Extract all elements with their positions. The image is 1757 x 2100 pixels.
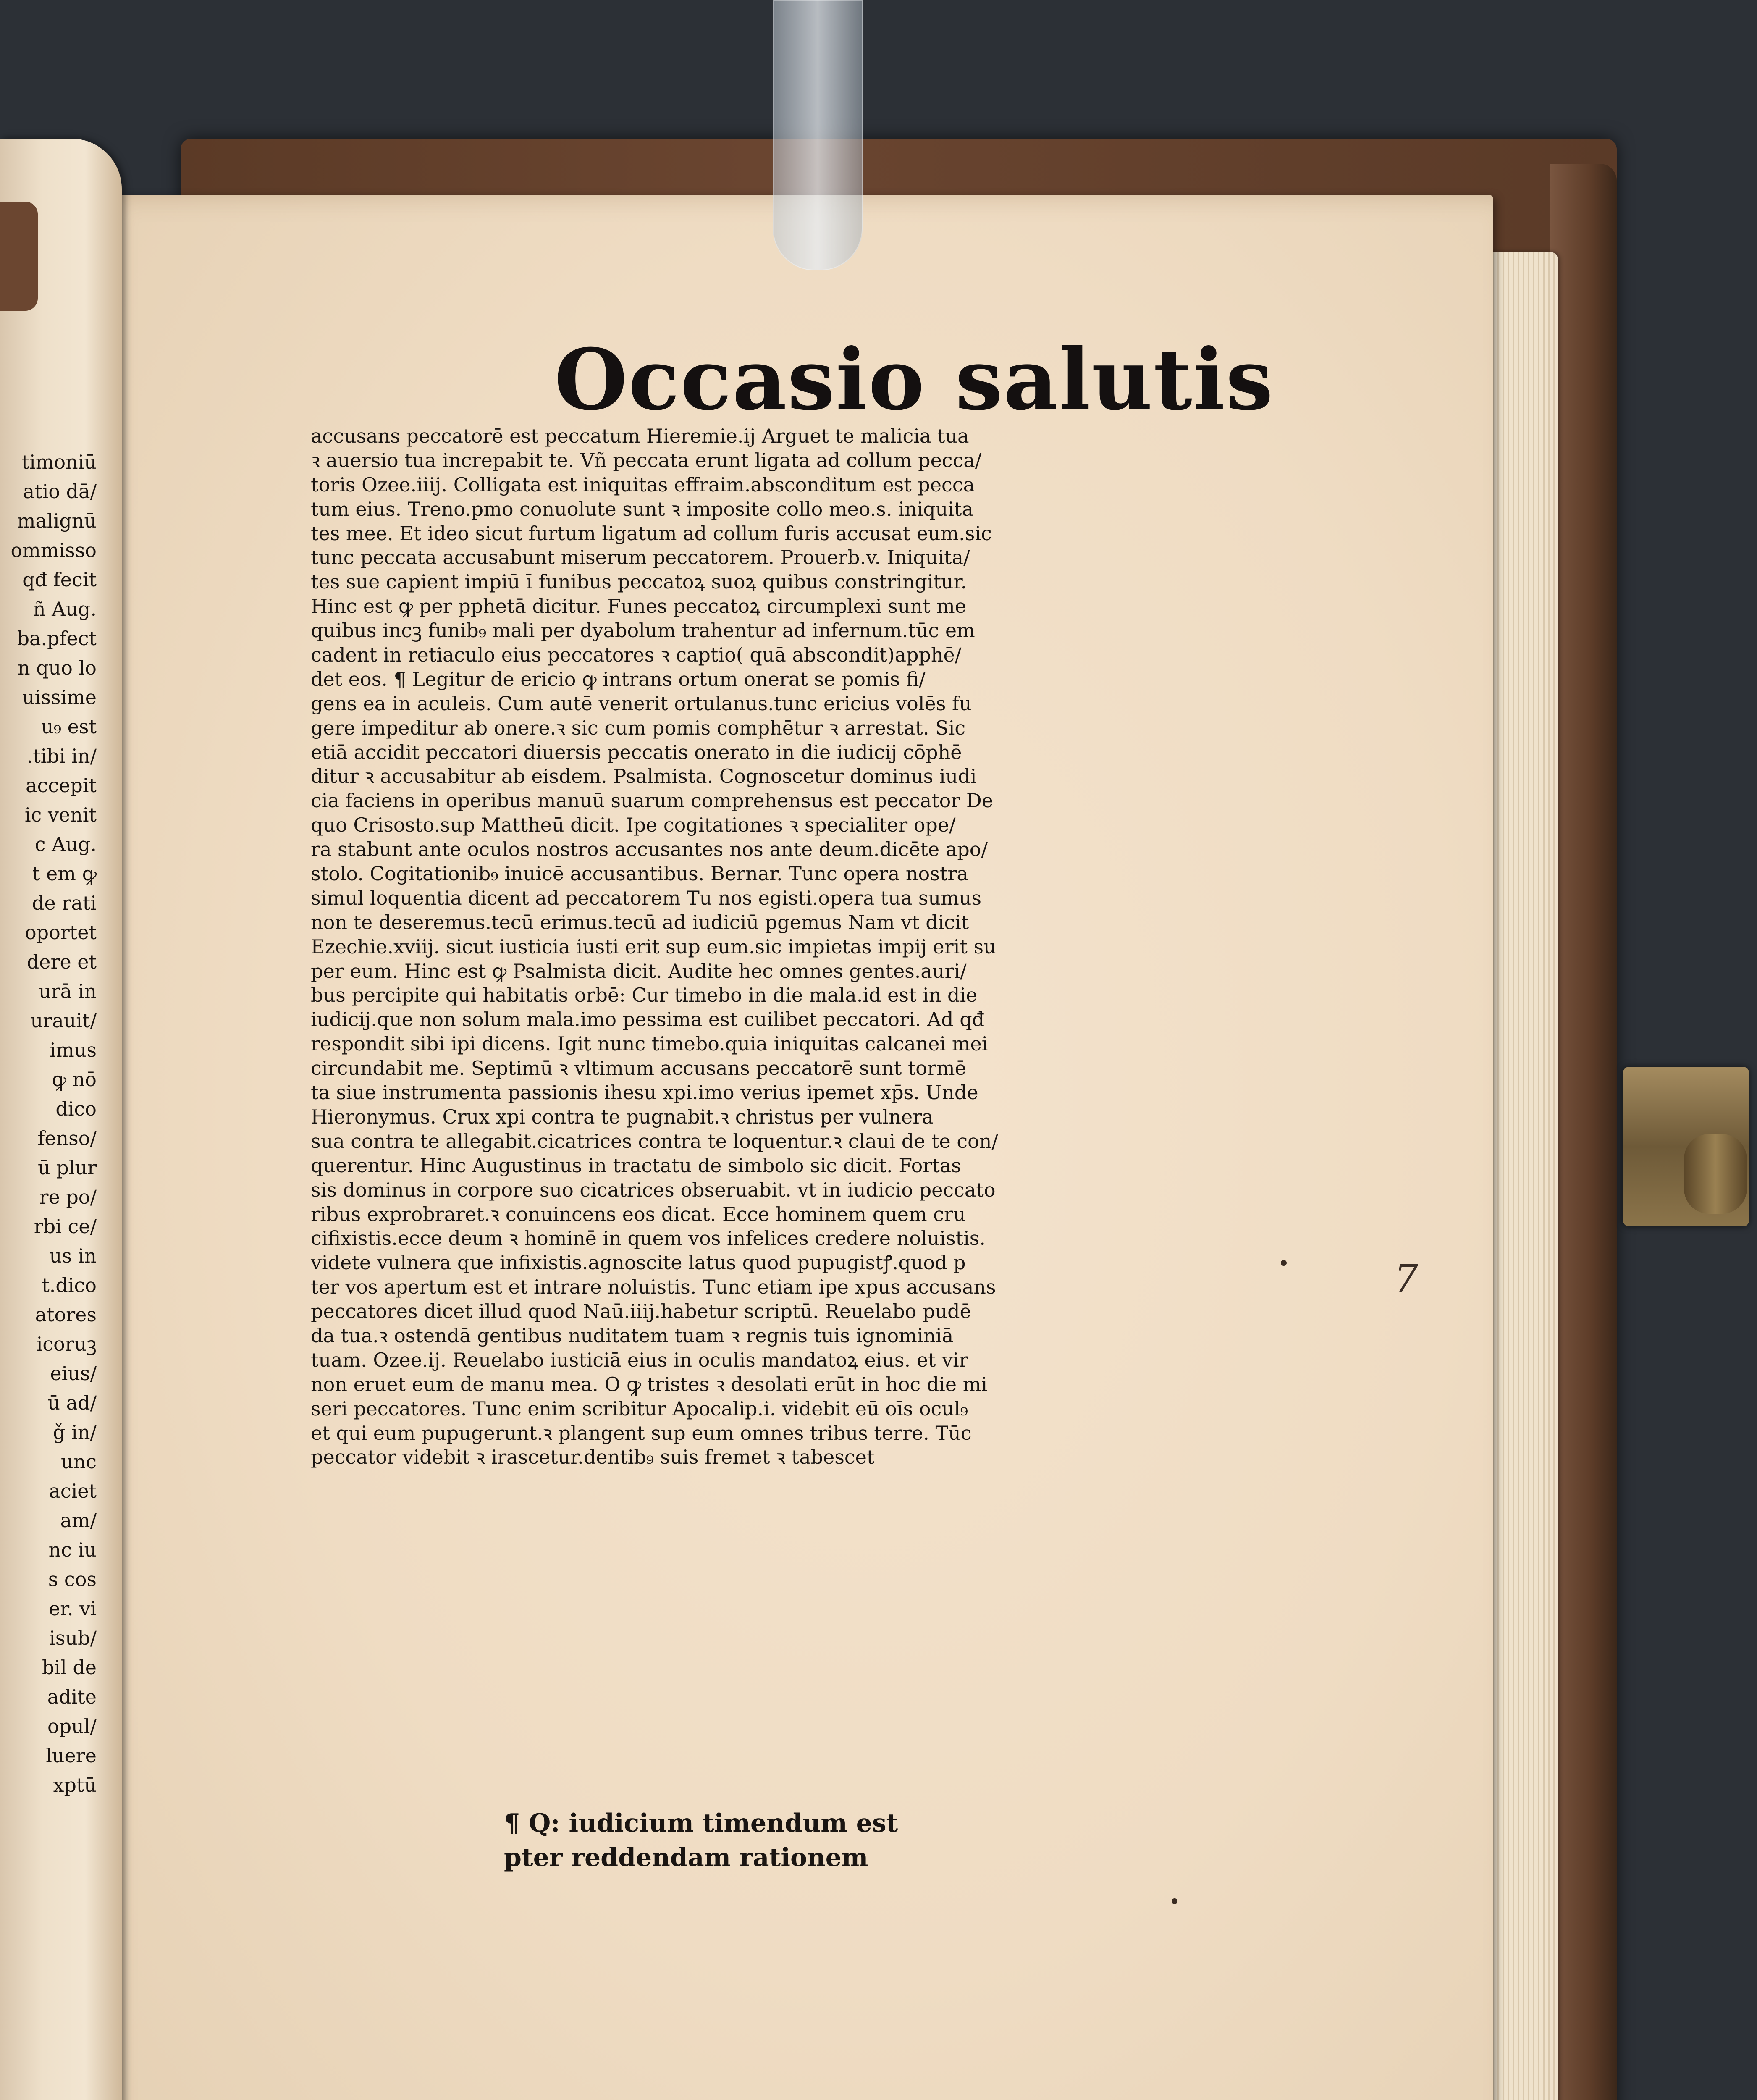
text-line: cia faciens in operibus manuū suarum comprehensus est peccator De bbox=[311, 789, 994, 812]
text-line: da tua.ꝛ ostendā gentibus nuditatem tuam ꝛ regnis tuis ignominiā bbox=[311, 1324, 954, 1347]
verso-line: ǧ in/ bbox=[53, 1421, 97, 1444]
text-line: tes mee. Et ideo sicut furtum ligatum ad collum furis accusat eum.sic bbox=[311, 522, 992, 545]
text-line: et qui eum pupugerunt.ꝛ plangent sup eum omnes tribus terre. Tūc bbox=[311, 1421, 972, 1444]
verso-line: ꝙ nō bbox=[52, 1068, 97, 1091]
text-line: cadent in retiaculo eius peccatores ꝛ captio( quā abscondit)apphē/ bbox=[311, 643, 962, 667]
text-line: gens ea in aculeis. Cum autē venerit ortulanus.tunc ericius volēs fu bbox=[311, 692, 972, 715]
verso-line: malignū bbox=[17, 509, 97, 532]
verso-line: unc bbox=[60, 1450, 97, 1473]
verso-line: nc iu bbox=[48, 1538, 97, 1561]
text-line: stolo. Cogitationib₉ inuicē accusantibus. Bernar. Tunc opera nostra bbox=[311, 862, 968, 885]
text-line: simul loquentia dicent ad peccatorem Tu nos egisti.opera tua sumus bbox=[311, 886, 982, 909]
verso-line: am/ bbox=[60, 1509, 97, 1532]
verso-line: ba.pfect bbox=[17, 627, 97, 650]
verso-line: de rati bbox=[32, 892, 97, 914]
verso-line: rbi ce/ bbox=[34, 1215, 97, 1238]
verso-line: oportet bbox=[24, 921, 97, 944]
verso-line: icoruꝫ bbox=[36, 1333, 97, 1355]
verso-line: ñ Aug. bbox=[33, 598, 97, 620]
section-heading-line: ¶ Q: iudicium timendum est bbox=[504, 1809, 898, 1838]
text-line: Ezechie.xviij. sicut iusticia iusti erit sup eum.sic impietas impij erit su bbox=[311, 935, 996, 958]
verso-line: isub/ bbox=[49, 1627, 97, 1649]
verso-line: u₉ est bbox=[41, 715, 97, 738]
text-line: gere impeditur ab onere.ꝛ sic cum pomis comphētur ꝛ arrestat. Sic bbox=[311, 716, 966, 739]
verso-line: dere et bbox=[26, 950, 97, 973]
verso-line: atores bbox=[35, 1303, 97, 1326]
body-text bbox=[311, 424, 1197, 1470]
verso-line: urā in bbox=[39, 980, 97, 1003]
verso-line: ic venit bbox=[24, 803, 97, 826]
ink-speck bbox=[1281, 1260, 1287, 1266]
verso-line: t.dico bbox=[42, 1274, 97, 1297]
text-line: per eum. Hinc est ꝙ Psalmista dicit. Audite hec omnes gentes.auri/ bbox=[311, 959, 967, 982]
clasp-pin bbox=[1684, 1134, 1747, 1214]
text-line: circundabit me. Septimū ꝛ vltimum accusans peccatorē sunt tormē bbox=[311, 1057, 966, 1080]
folio-number: 7 bbox=[1394, 1257, 1419, 1301]
verso-line: uissime bbox=[22, 686, 97, 709]
verso-page bbox=[0, 139, 122, 2100]
verso-line: adite bbox=[47, 1685, 97, 1708]
verso-margin-text bbox=[0, 139, 113, 2100]
text-line: non eruet eum de manu mea. O ꝙ tristes ꝛ desolati erūt in hoc die mi bbox=[311, 1373, 988, 1396]
verso-line: timoniū bbox=[21, 451, 97, 473]
verso-line: ū plur bbox=[37, 1156, 97, 1179]
text-line: ra stabunt ante oculos nostros accusantes nos ante deum.dicēte apo/ bbox=[311, 838, 988, 861]
text-line: etiā accidit peccatori diuersis peccatis onerato in die iudicij cōphē bbox=[311, 740, 962, 764]
verso-line: bil de bbox=[42, 1656, 97, 1679]
text-line: tunc peccata accusabunt miserum peccatorem. Prouerb.v. Iniquita/ bbox=[311, 546, 970, 569]
text-line: non te deseremus.tecū erimus.tecū ad iudiciū pgemus Nam vt dicit bbox=[311, 911, 969, 934]
text-line: ꝛ auersio tua increpabit te. Vñ peccata erunt ligata ad collum pecca/ bbox=[311, 449, 982, 472]
text-line: toris Ozee.iiij. Colligata est iniquitas effraim.absconditum est pecca bbox=[311, 473, 975, 496]
verso-line: ū ad/ bbox=[47, 1391, 97, 1414]
text-line: respondit sibi ipi dicens. Igit nunc timebo.quia iniquitas calcanei mei bbox=[311, 1032, 988, 1055]
text-line: seri peccatores. Tunc enim scribitur Apocalip.i. videbit eū oīs ocul₉ bbox=[311, 1397, 968, 1420]
text-line: tum eius. Treno.pmo conuolute sunt ꝛ imposite collo meo.s. iniquita bbox=[311, 497, 973, 520]
text-line: Hinc est ꝙ per pphetā dicitur. Funes peccatoꝝ circumplexi sunt me bbox=[311, 595, 966, 618]
mylar-strap-top bbox=[773, 0, 863, 270]
text-line: bus percipite qui habitatis orbē: Cur timebo in die mala.id est in die bbox=[311, 984, 978, 1007]
text-line: cifixistis.ecce deum ꝛ hominē in quem vos infelices credere noluistis. bbox=[311, 1227, 986, 1250]
text-line: ta siue instrumenta passionis ihesu xpi.imo verius ipemet xp̄s. Unde bbox=[311, 1081, 978, 1104]
text-line: ter vos apertum est et intrare noluistis. Tunc etiam ipe xpus accusans bbox=[311, 1276, 996, 1299]
verso-line: c Aug. bbox=[34, 833, 97, 856]
verso-line: qđ fecit bbox=[22, 568, 97, 591]
verso-line: .tibi in/ bbox=[26, 745, 97, 767]
text-line: peccator videbit ꝛ irascetur.dentib₉ suis fremet ꝛ tabescet bbox=[311, 1446, 875, 1469]
text-line: quo Crisosto.sup Mattheū dicit. Ipe cogitationes ꝛ specialiter ope/ bbox=[311, 814, 956, 837]
text-line: peccatores dicet illud quod Naū.iiij.habetur scriptū. Reuelabo pudē bbox=[311, 1300, 971, 1323]
text-line: det eos. ¶ Legitur de ericio ꝙ intrans ortum onerat se pomis fi/ bbox=[311, 667, 926, 690]
text-line: ribus exprobraret.ꝛ conuincens eos dicat. Ecce hominem quem cru bbox=[311, 1202, 966, 1226]
ink-speck bbox=[1172, 1898, 1177, 1904]
verso-line: urauit/ bbox=[30, 1009, 97, 1032]
text-line: querentur. Hinc Augustinus in tractatu de simbolo sic dicit. Fortas bbox=[311, 1154, 961, 1177]
verso-line: xptū bbox=[53, 1774, 97, 1796]
verso-line: eius/ bbox=[50, 1362, 97, 1385]
verso-line: er. vi bbox=[48, 1597, 97, 1620]
text-line: quibus incꝫ funib₉ mali per dyabolum trahentur ad infernum.tūc em bbox=[311, 619, 975, 642]
text-line: tuam. Ozee.ij. Reuelabo iusticiā eius in oculis mandatoꝝ eius. et vir bbox=[311, 1348, 968, 1371]
verso-line: luere bbox=[46, 1744, 97, 1767]
verso-line: us in bbox=[49, 1244, 97, 1267]
text-line: videte vulnera que infixistis.agnoscite latus quod pupugistꝭ.quod p bbox=[311, 1251, 966, 1274]
verso-line: s cos bbox=[48, 1568, 97, 1591]
text-line: Hieronymus. Crux xpi contra te pugnabit.ꝛ christus per vulnera bbox=[311, 1105, 934, 1128]
text-line: sua contra te allegabit.cicatrices contra te loquentur.ꝛ claui de te con/ bbox=[311, 1129, 998, 1152]
verso-line: accepit bbox=[26, 774, 97, 797]
text-line: tes sue capient impiū ī funibus peccatoꝝ suoꝝ quibus constringitur. bbox=[311, 570, 967, 593]
verso-line: re po/ bbox=[39, 1186, 97, 1208]
verso-line: n quo lo bbox=[17, 656, 97, 679]
page-heading: Occasio salutis bbox=[554, 331, 1274, 429]
section-heading bbox=[504, 1806, 966, 1875]
text-line: sis dominus in corpore suo cicatrices obseruabit. vt in iudicio peccato bbox=[311, 1178, 996, 1201]
text-line: iudicij.que non solum mala.imo pessima est cuilibet peccatori. Ad qđ bbox=[311, 1008, 985, 1031]
verso-line: imus bbox=[50, 1039, 97, 1061]
text-line: accusans peccatorē est peccatum Hieremie.ij Arguet te malicia tua bbox=[311, 425, 969, 447]
verso-line: dico bbox=[55, 1097, 97, 1120]
verso-line: t em ꝙ bbox=[32, 862, 97, 885]
verso-line: opul/ bbox=[47, 1715, 97, 1738]
text-line: ditur ꝛ accusabitur ab eisdem. Psalmista. Cognoscetur dominus iudi bbox=[311, 765, 977, 788]
verso-line: ommisso bbox=[10, 539, 97, 562]
verso-line: atio dā/ bbox=[23, 480, 97, 503]
section-heading-line: pter reddendam rationem bbox=[504, 1843, 868, 1872]
verso-line: aciet bbox=[49, 1480, 97, 1502]
cover-edge bbox=[1550, 164, 1617, 2100]
verso-line: fenso/ bbox=[37, 1127, 97, 1150]
